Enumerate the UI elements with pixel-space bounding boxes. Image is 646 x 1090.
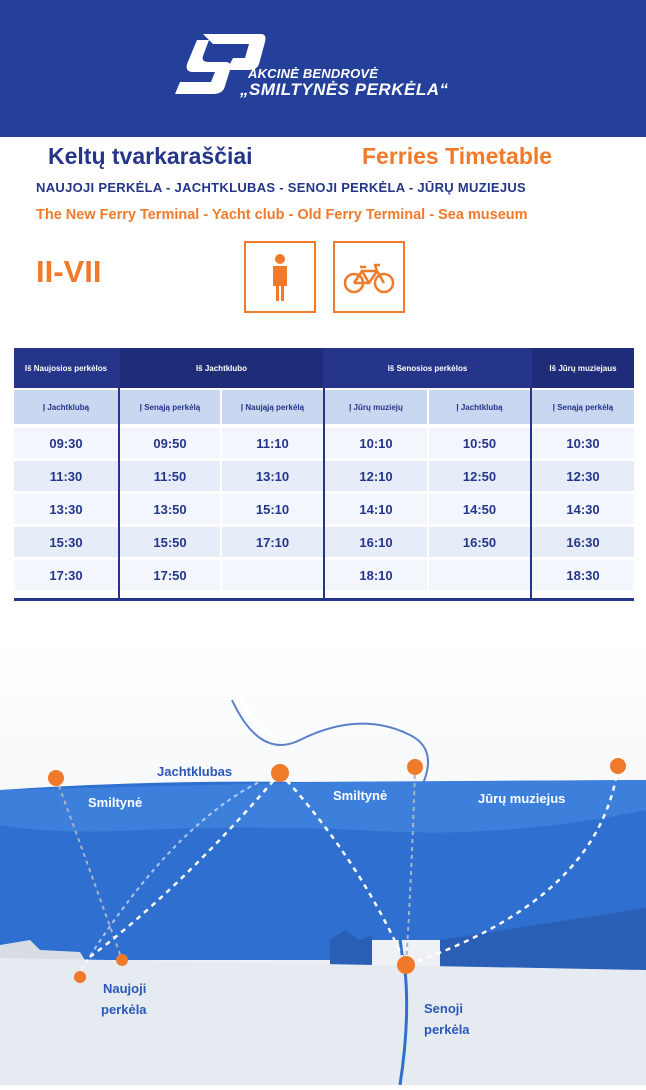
route-map <box>0 640 646 1085</box>
group-header-muziejus: Iš Jūrų muziejaus <box>532 348 634 388</box>
map-label-senoji-perkela: perkėla <box>424 1022 470 1037</box>
group-header-naujoji: Iš Naujosios perkėlos <box>14 348 118 388</box>
route-english: The New Ferry Terminal - Yacht club - Old Ferry Terminal - Sea museum <box>36 207 528 223</box>
column-divider <box>323 348 325 600</box>
group-header-jachtklubas: Iš Jachtklubo <box>120 348 323 388</box>
title-english: Ferries Timetable <box>362 143 553 169</box>
pedestrian-box <box>244 241 316 313</box>
table-bottom-border <box>14 598 634 601</box>
map-label-naujoji: Naujoji <box>103 981 147 996</box>
column-header: Į Senąją perkėlą <box>532 390 634 424</box>
map-label-jachtklubas: Jachtklubas <box>157 764 233 779</box>
time-cell: 14:50 <box>429 494 530 524</box>
time-cell <box>222 560 323 590</box>
time-cell: 17:10 <box>222 527 323 557</box>
column-divider <box>530 348 532 600</box>
time-cell: 15:30 <box>14 527 118 557</box>
header-banner <box>0 0 646 137</box>
time-cell: 11:10 <box>222 428 323 458</box>
time-cell: 09:50 <box>120 428 220 458</box>
column-header: Į Jachtklubą <box>14 390 118 424</box>
map-label-naujoji-perkela: perkėla <box>101 1002 147 1017</box>
time-cell: 15:50 <box>120 527 220 557</box>
time-cell: 16:30 <box>532 527 634 557</box>
time-cell: 13:50 <box>120 494 220 524</box>
time-cell: 10:10 <box>325 428 427 458</box>
time-cell: 12:50 <box>429 461 530 491</box>
column-header: Į Senąją perkėlą <box>120 390 220 424</box>
route-lithuanian: NAUJOJI PERKĖLA - JACHTKLUBAS - SENOJI PERKĖLA - JŪRŲ MUZIEJUS <box>36 180 527 195</box>
bicycle-icon <box>335 243 403 311</box>
time-cell: 17:30 <box>14 560 118 590</box>
company-name: „SMILTYNĖS PERKĖLA“ <box>240 80 449 99</box>
time-cell: 10:30 <box>532 428 634 458</box>
time-cell: 18:30 <box>532 560 634 590</box>
map-label-juru-muziejus: Jūrų muziejus <box>478 791 566 806</box>
time-cell: 11:30 <box>14 461 118 491</box>
group-header-senoji: Iš Senosios perkėlos <box>325 348 530 388</box>
title-lithuanian: Keltų tvarkaraščiai <box>48 143 253 169</box>
time-cell: 09:30 <box>14 428 118 458</box>
time-cell: 13:30 <box>14 494 118 524</box>
map-label-smiltyne-east: Smiltynė <box>333 788 388 803</box>
column-header: Į Jūrų muziejų <box>325 390 427 424</box>
bicycle-box <box>333 241 405 313</box>
column-header: Į Jachtklubą <box>429 390 530 424</box>
time-cell: 16:10 <box>325 527 427 557</box>
time-cell: 14:10 <box>325 494 427 524</box>
map-label-smiltyne-west: Smiltynė <box>88 795 143 810</box>
time-cell: 10:50 <box>429 428 530 458</box>
time-cell: 12:30 <box>532 461 634 491</box>
company-prefix: AKCINĖ BENDROVĖ <box>248 66 379 81</box>
time-cell: 11:50 <box>120 461 220 491</box>
map-label-senoji: Senoji <box>424 1001 464 1016</box>
time-cell: 16:50 <box>429 527 530 557</box>
time-cell: 12:10 <box>325 461 427 491</box>
time-cell: 14:30 <box>532 494 634 524</box>
time-cell <box>429 560 530 590</box>
timetable <box>14 348 634 602</box>
column-header: Į Naująją perkėlą <box>222 390 323 424</box>
time-cell: 15:10 <box>222 494 323 524</box>
days-of-week: II-VII <box>36 254 102 289</box>
column-divider <box>118 348 120 600</box>
time-cell: 17:50 <box>120 560 220 590</box>
pedestrian-icon <box>246 243 314 311</box>
time-cell: 13:10 <box>222 461 323 491</box>
time-cell: 18:10 <box>325 560 427 590</box>
map-graphic <box>0 640 646 1085</box>
